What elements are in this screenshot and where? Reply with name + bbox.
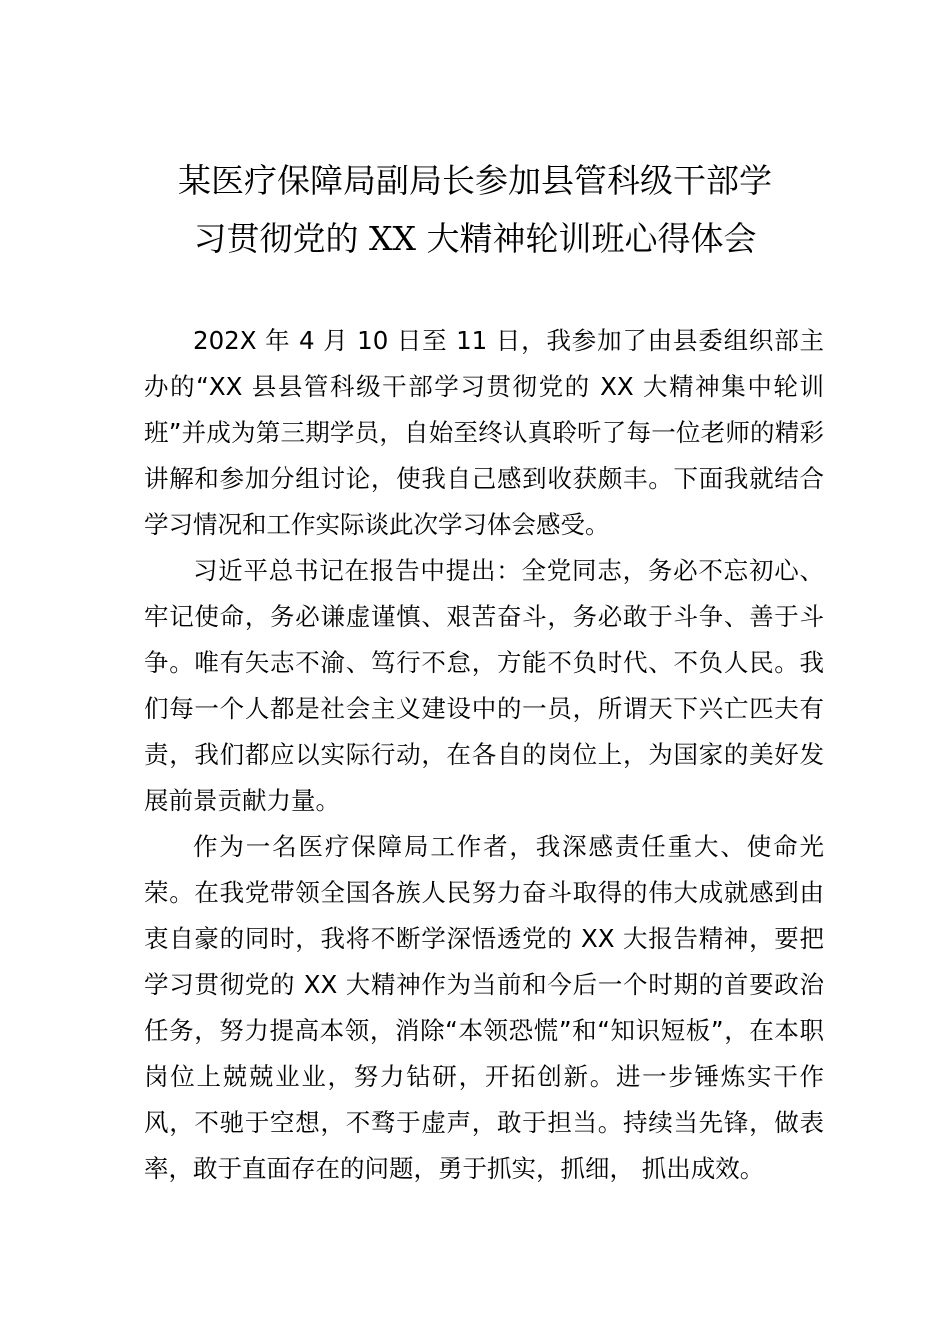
paragraph-2: 习近平总书记在报告中提出：全党同志，务必不忘初心、牢记使命，务必谦虚谨慎、艰苦奋斗，务必敢于斗争、善于斗争。唯有矢志不渝、笃行不怠，方能不负时代、不负人民。我们每一个人都是社会主义建设中的一员，所谓天下兴亡匹夫有责，我们都应以实际行动，在各自的岗位上，为国家的美好发展前景贡献力量。 [144, 556, 824, 815]
document-title [120, 152, 830, 268]
paragraph-1: 202X 年 4 月 10 日至 11 日，我参加了由县委组织部主办的“XX 县县管科级干部学习贯彻党的 XX 大精神集中轮训班”并成为第三期学员，自始至终认真聆听了每一位老师的精彩讲解和参加分组讨论，使我自己感到收获颇丰。下面我就结合学习情况和工作实际谈此次学习体会感受。 [144, 326, 824, 539]
document-body [144, 318, 824, 1192]
title-line-1: 某医疗保障局副局长参加县管科级干部学 [178, 161, 772, 200]
paragraph-3: 作为一名医疗保障局工作者，我深感责任重大、使命光荣。在我党带领全国各族人民努力奋斗取得的伟大成就感到由衷自豪的同时，我将不断学深悟透党的 XX 大报告精神，要把学习贯彻党的 XX 大精神作为当前和今后一个时期的首要政治任务，努力提高本领，消除“本领恐慌”和“知识短板”，在本职岗位上兢兢业业，努力钻研，开拓创新。进一步锤炼实干作风，不驰于空想，不骛于虚声，敢于担当。持续当先锋，做表率，敢于直面存在的问题，勇于抓实，抓细， 抓出成效。 [144, 832, 824, 1183]
title-line-2: 习贯彻党的 XX 大精神轮训班心得体会 [193, 219, 757, 258]
